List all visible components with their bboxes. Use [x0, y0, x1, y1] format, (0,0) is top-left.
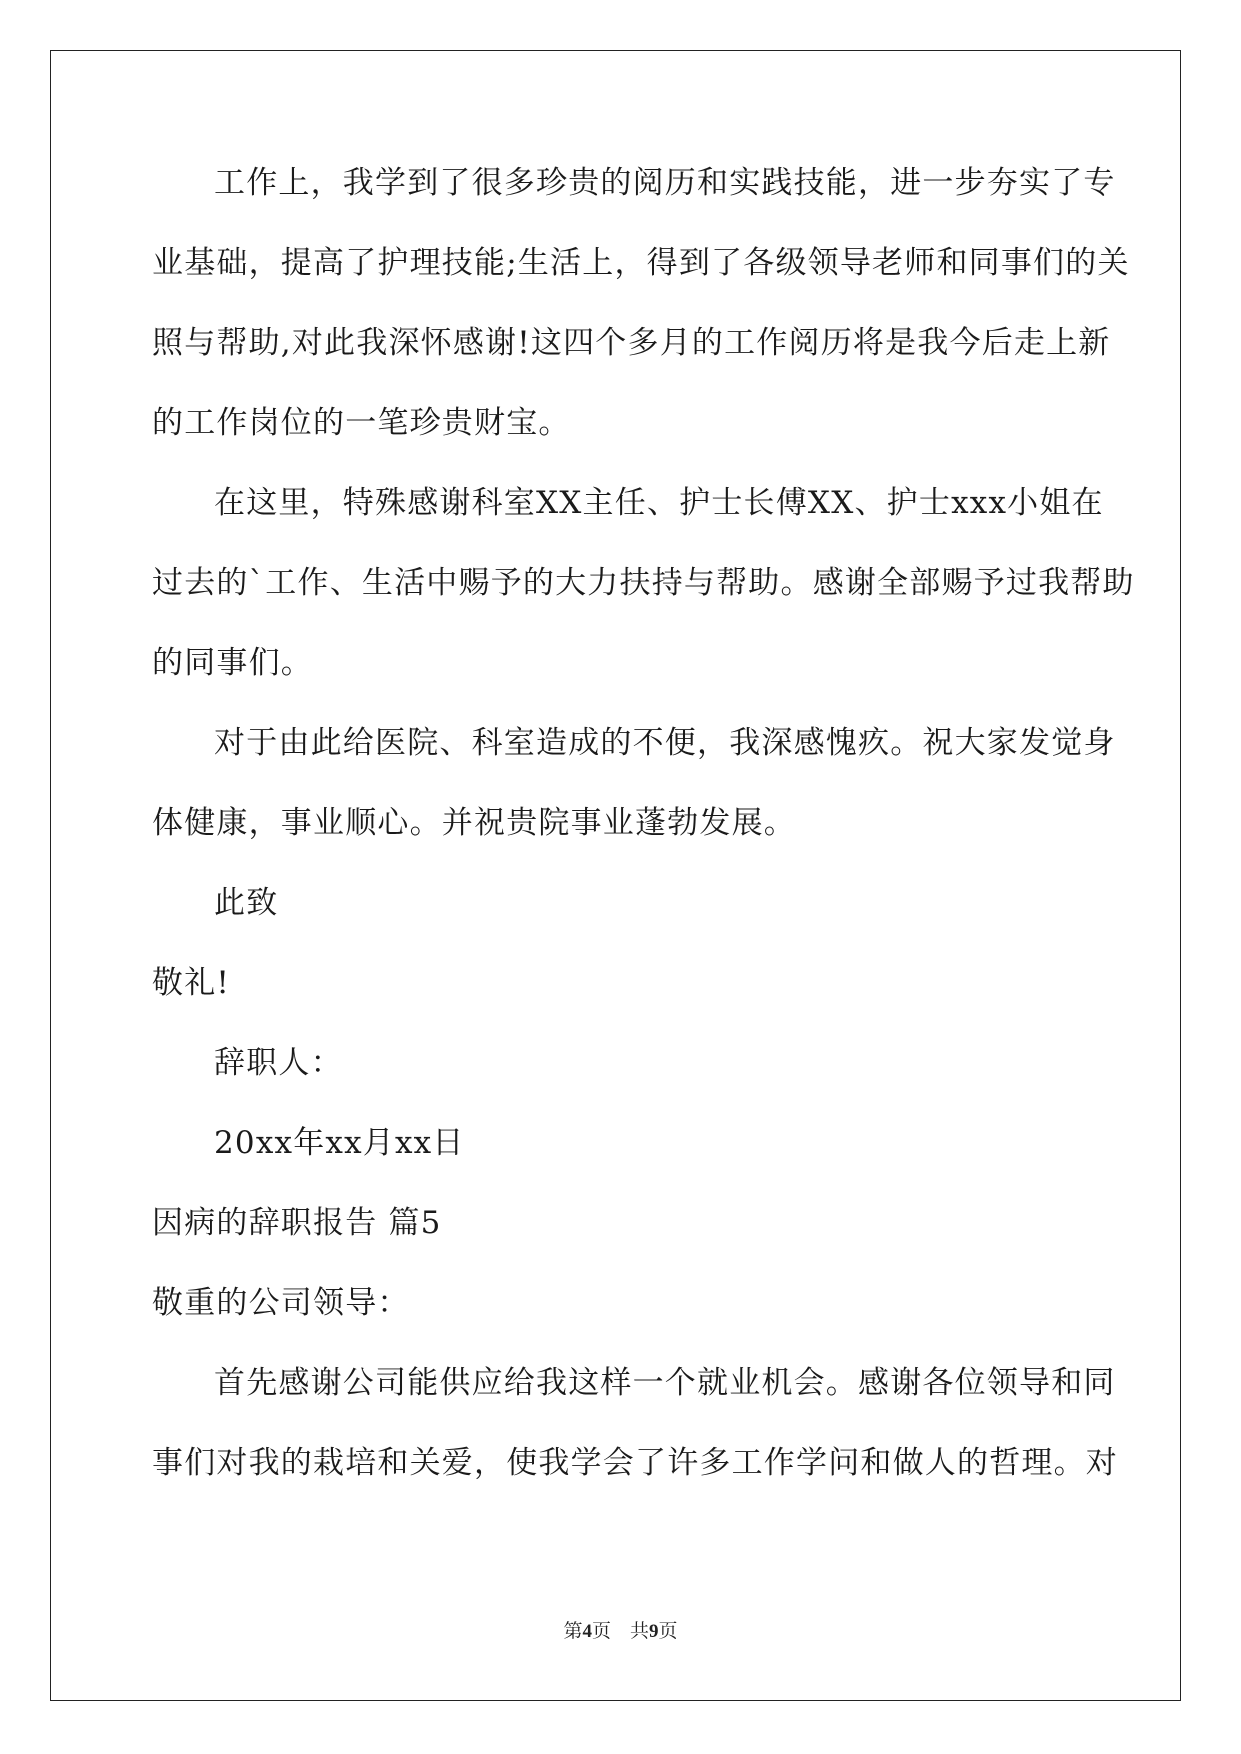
letter-greeting: 敬重的公司领导： — [152, 1285, 410, 1321]
closing-salutation: 此致 — [214, 885, 279, 921]
page-footer — [0, 1616, 1241, 1643]
paragraph-3-line-2: 体健康，事业顺心。并祝贵院事业蓬勃发展。 — [152, 805, 796, 841]
paragraph-1-line-3: 照与帮助,对此我深怀感谢!这四个多月的工作阅历将是我今后走上新 — [152, 325, 1111, 361]
closing-regards: 敬礼! — [152, 965, 231, 1001]
footer-mid: 页 共 — [591, 1621, 649, 1642]
paragraph-4-line-1: 首先感谢公司能供应给我这样一个就业机会。感谢各位领导和同 — [214, 1365, 1116, 1401]
paragraph-3-line-1: 对于由此给医院、科室造成的不便，我深感愧疚。祝大家发觉身 — [214, 725, 1116, 761]
signature-date: 20xx年xx月xx日 — [214, 1125, 465, 1161]
paragraph-1-line-4: 的工作岗位的一笔珍贵财宝。 — [152, 405, 571, 441]
footer-prefix: 第 — [563, 1621, 583, 1642]
paragraph-1-line-1: 工作上，我学到了很多珍贵的阅历和实践技能，进一步夯实了专 — [214, 165, 1116, 201]
paragraph-1-line-2: 业基础，提高了护理技能;生活上，得到了各级领导老师和同事们的关 — [152, 245, 1130, 281]
signer-label: 辞职人： — [214, 1045, 343, 1081]
total-page-count: 9 — [649, 1621, 659, 1642]
current-page-number: 4 — [582, 1621, 592, 1642]
paragraph-2-line-3: 的同事们。 — [152, 645, 313, 681]
footer-suffix: 页 — [658, 1621, 678, 1642]
paragraph-2-line-1: 在这里，特殊感谢科室XX主任、护士长傅XX、护士xxx小姐在 — [214, 485, 1104, 521]
paragraph-4-line-2: 事们对我的栽培和关爱，使我学会了许多工作学问和做人的哲理。对 — [152, 1445, 1118, 1481]
section-title: 因病的辞职报告 篇5 — [152, 1205, 442, 1241]
paragraph-2-line-2: 过去的`工作、生活中赐予的大力扶持与帮助。感谢全部赐予过我帮助 — [152, 565, 1135, 601]
